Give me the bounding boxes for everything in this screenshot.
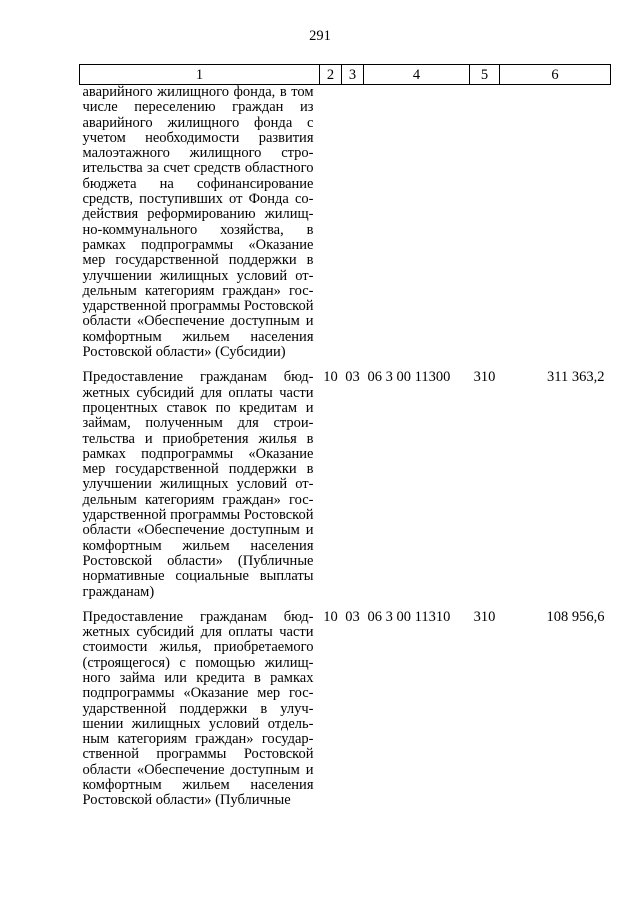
row-expense-type: 310 — [473, 369, 496, 386]
row-subsection: 03 — [345, 608, 360, 625]
row-description: Предоставление гражданам бюджетных субсидий для оплаты части процентных ставок по кредитам и займам, полученным для строительства и приобретения жилья в рамках подпрограммы «Оказание мер государственной поддержки в улучшении жилищных условий отдельным категориям граждан» государственной программы Ростовской области «Обеспечение доступным и комфортным жильем населения Ростовской области» (Публичные нормативные социальные выплаты гражданам) — [82, 369, 314, 600]
row-subsection: 03 — [345, 369, 360, 386]
row-subsection — [342, 85, 364, 371]
table-row — [80, 85, 611, 371]
row-section — [320, 85, 342, 371]
row-description: Предоставление гражданам бюджетных субсидий для оплаты части стоимости жилья, приобретаемого (строящегося) с помощью жилищного займа или кредита в рамках подпрограммы «Оказание мер государственной поддержки в улучшении жилищных условий отдельным категориям граждан» государственной программы Ростовской области «Обеспечение доступным и комфортным жильем населения Ростовской области» (Публичные — [82, 608, 314, 809]
page-number: 291 — [309, 28, 331, 44]
column-header-2: 2 — [320, 65, 342, 85]
row-target-code: 06 3 00 11310 — [367, 608, 451, 625]
budget-table — [79, 64, 611, 809]
row-target-code: 06 3 00 11300 — [367, 369, 451, 386]
row-amount: 108 956,6 — [546, 608, 605, 625]
row-section: 10 — [323, 369, 338, 386]
row-section: 10 — [323, 608, 338, 625]
header-row — [80, 65, 611, 85]
table-row — [80, 610, 611, 809]
column-header-1: 1 — [80, 65, 320, 85]
column-header-5: 5 — [470, 65, 500, 85]
column-header-3: 3 — [342, 65, 364, 85]
row-target-code — [364, 85, 470, 371]
row-amount — [500, 85, 611, 371]
row-expense-type — [470, 85, 500, 371]
row-description: аварийного жилищного фонда, в том числе переселению граждан из аварийного жилищного фонда с учетом необходимости развития малоэтажного жилищного строительства за счет средств областного бюджета на софинансирование средств, поступивших от Фонда содействия реформированию жилищно-коммунального хозяйства, в рамках подпрограммы «Оказание мер государственной поддержки в улучшении жилищных условий отдельным категориям граждан» государственной программы Ростовской области «Обеспечение доступным и комфортным жильем населения Ростовской области» (Субсидии) — [82, 84, 314, 361]
column-header-4: 4 — [364, 65, 470, 85]
row-expense-type: 310 — [473, 608, 496, 625]
row-amount: 311 363,2 — [547, 369, 605, 386]
table-row — [80, 370, 611, 609]
column-header-6: 6 — [500, 65, 611, 85]
